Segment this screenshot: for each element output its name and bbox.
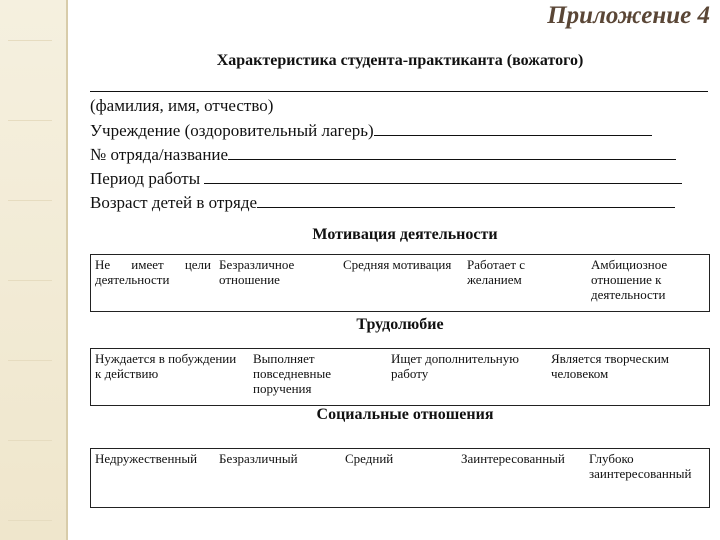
- diligence-title: Трудолюбие: [356, 316, 444, 333]
- diligence-level-1[interactable]: Нуждается в побуждении к действию: [95, 351, 237, 381]
- band-divider: [66, 0, 68, 540]
- diligence-level-4[interactable]: Является творческим человеком: [551, 351, 670, 381]
- social-level-1[interactable]: Недружественный: [95, 451, 198, 466]
- motivation-level-3[interactable]: Средняя мотивация: [343, 257, 452, 272]
- field-period: [90, 168, 682, 189]
- field-period-label: Период работы: [90, 169, 201, 188]
- field-institution: [90, 120, 652, 141]
- age-blank[interactable]: [257, 192, 675, 208]
- motivation-title: Мотивация деятельности: [312, 226, 498, 243]
- diligence-level-3[interactable]: Ищет дополнительную работу: [391, 351, 519, 381]
- motivation-scale: [90, 254, 710, 312]
- social-level-2[interactable]: Безразличный: [219, 451, 298, 466]
- field-name: [90, 96, 273, 116]
- field-squad-label: № отряда/название: [90, 145, 229, 164]
- field-institution-label: Учреждение (оздоровительный лагерь): [90, 121, 374, 140]
- field-age-label: Возраст детей в отряде: [90, 193, 258, 212]
- document-title: Характеристика студента-практиканта (вожатого): [216, 52, 584, 69]
- social-title: Социальные отношения: [316, 406, 494, 423]
- institution-blank[interactable]: [374, 120, 652, 136]
- social-level-4[interactable]: Заинтересованный: [461, 451, 565, 466]
- period-blank[interactable]: [204, 168, 682, 184]
- social-level-5[interactable]: Глубоко заинтересованный: [589, 451, 692, 481]
- diligence-level-2[interactable]: Выполняет повседневные поручения: [253, 351, 331, 396]
- name-blank-line[interactable]: [90, 76, 708, 97]
- squad-blank[interactable]: [228, 144, 676, 160]
- motivation-level-2[interactable]: Безразличное отношение: [219, 257, 295, 287]
- decorative-band: [0, 0, 66, 540]
- social-level-3[interactable]: Средний: [345, 451, 394, 466]
- social-scale: [90, 448, 710, 508]
- appendix-label: Приложение 4: [547, 2, 710, 29]
- field-age: [90, 192, 675, 213]
- field-squad: [90, 144, 676, 165]
- motivation-level-4[interactable]: Работает с желанием: [467, 257, 526, 287]
- diligence-scale: [90, 348, 710, 406]
- motivation-level-5[interactable]: Амбициозное отношение к деятельности: [591, 257, 668, 302]
- motivation-level-1[interactable]: Не имеет цели деятельности: [95, 257, 211, 287]
- field-name-label: (фамилия, имя, отчество): [90, 96, 274, 115]
